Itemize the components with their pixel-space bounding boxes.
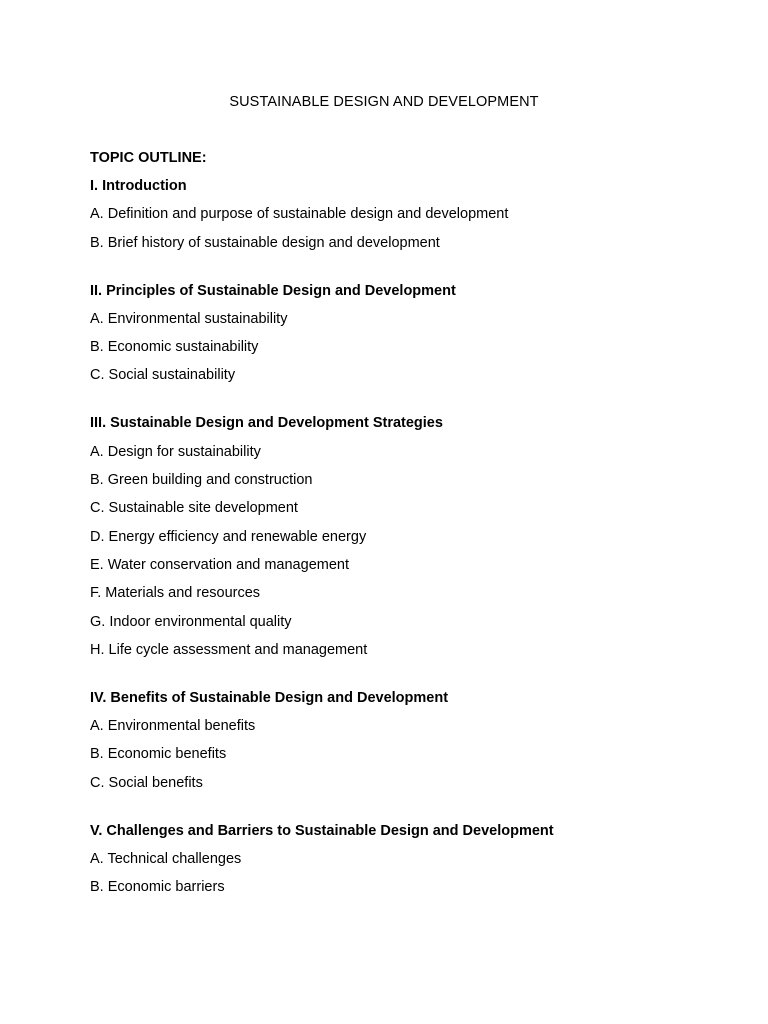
- outline-item: A. Definition and purpose of sustainable design and development: [90, 206, 509, 223]
- outline-section: [90, 821, 730, 898]
- section-heading: I. Introduction: [90, 178, 187, 194]
- section-heading: III. Sustainable Design and Development Strategies: [90, 415, 443, 432]
- outline-item: C. Social sustainability: [90, 367, 236, 384]
- outline-item: A. Environmental sustainability: [90, 310, 288, 327]
- outline-item: F. Materials and resources: [90, 585, 261, 602]
- outline-item: B. Economic sustainability: [90, 339, 259, 356]
- section-heading: II. Principles of Sustainable Design and Development: [90, 282, 456, 299]
- outline-item: G. Indoor environmental quality: [90, 613, 292, 630]
- outline-item: D. Energy efficiency and renewable energy: [90, 528, 367, 545]
- outline-item: A. Technical challenges: [90, 851, 242, 868]
- topic-outline-label: TOPIC OUTLINE:: [90, 150, 207, 166]
- outline-section: [90, 688, 730, 793]
- outline-section: [90, 176, 730, 253]
- outline-sections: [90, 176, 730, 925]
- outline-item: B. Green building and construction: [90, 472, 313, 489]
- document-title: SUSTAINABLE DESIGN AND DEVELOPMENT: [229, 94, 539, 110]
- outline-item: C. Sustainable site development: [90, 500, 298, 517]
- outline-item: B. Economic benefits: [90, 746, 227, 763]
- outline-section: [90, 281, 730, 386]
- outline-item: A. Design for sustainability: [90, 443, 261, 460]
- outline-item: B. Economic barriers: [90, 879, 225, 896]
- outline-item: B. Brief history of sustainable design and development: [90, 234, 440, 251]
- outline-item: E. Water conservation and management: [90, 556, 349, 573]
- outline-item: A. Environmental benefits: [90, 718, 256, 735]
- section-heading: V. Challenges and Barriers to Sustainable Design and Development: [90, 822, 554, 839]
- section-heading: IV. Benefits of Sustainable Design and Development: [90, 689, 449, 706]
- outline-section: [90, 413, 730, 659]
- outline-item: C. Social benefits: [90, 774, 203, 791]
- outline-item: H. Life cycle assessment and management: [90, 641, 368, 658]
